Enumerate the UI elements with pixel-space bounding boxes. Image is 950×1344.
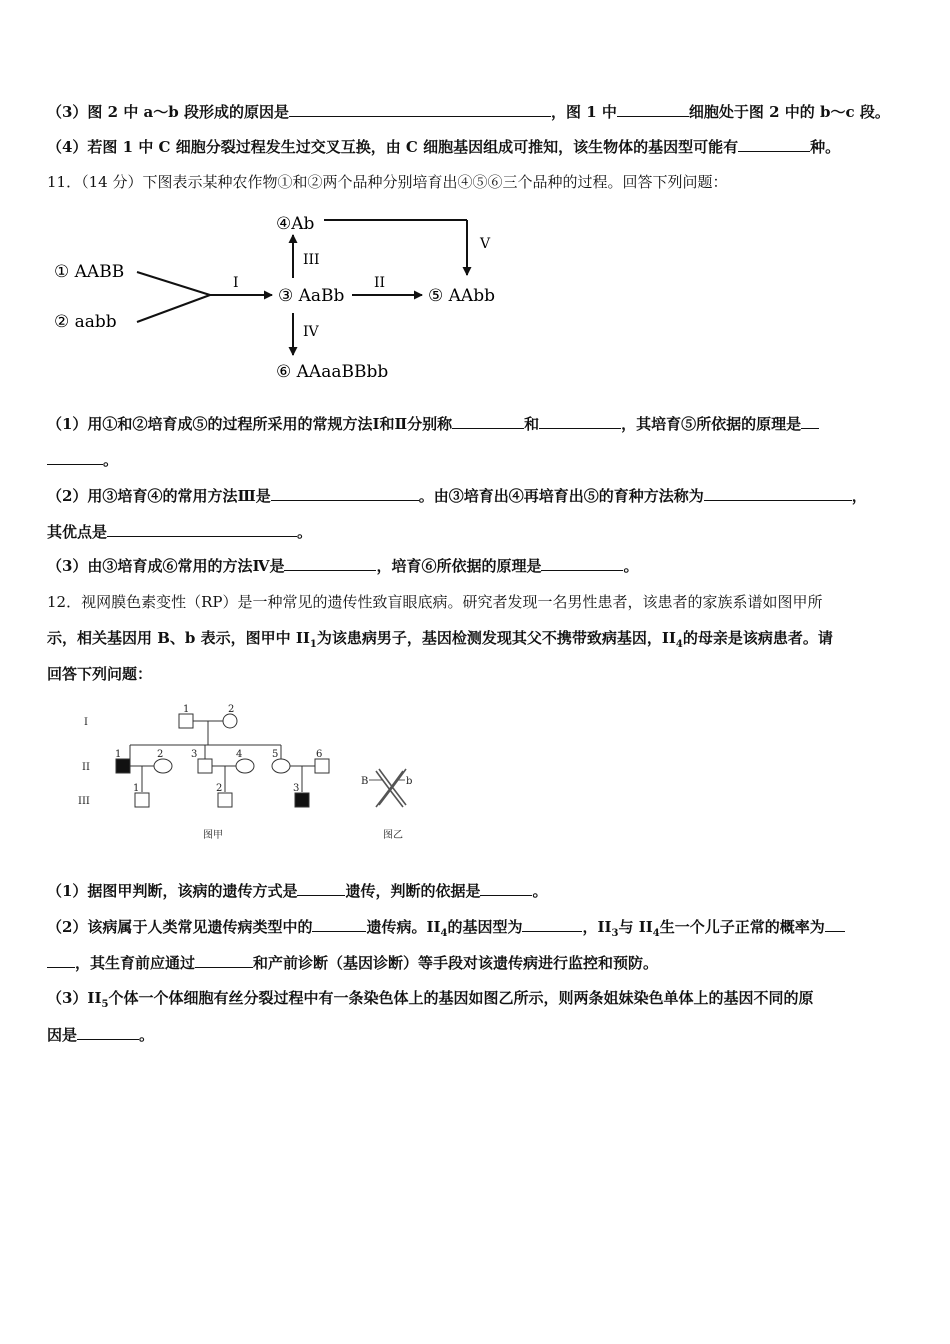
answer-blank[interactable] bbox=[297, 881, 345, 896]
node-6: ⑥ AAaaBBbb bbox=[276, 362, 389, 382]
node-2: ② aabb bbox=[54, 312, 117, 332]
pedigree-figure bbox=[70, 700, 430, 850]
answer-blank[interactable] bbox=[47, 953, 75, 968]
answer-blank[interactable] bbox=[289, 102, 551, 117]
q12-part3-cont: 因是 。 bbox=[47, 1026, 155, 1044]
q10-part3: （3）图 2 中 a～b 段形成的原因是 ，图 1 中 细胞处于图 2 中的 b～c 段。 bbox=[47, 103, 890, 121]
svg-text:2: 2 bbox=[228, 704, 235, 715]
answer-blank[interactable] bbox=[801, 414, 819, 429]
svg-text:6: 6 bbox=[316, 749, 323, 760]
svg-text:5: 5 bbox=[272, 749, 279, 760]
q12-intro-3: 回答下列问题： bbox=[47, 665, 153, 683]
figure-jia-label: 图甲 bbox=[203, 830, 223, 841]
q11-part1-cont: 。 bbox=[47, 450, 910, 470]
chromosome-icon bbox=[369, 769, 406, 807]
method-ii: II bbox=[374, 275, 386, 291]
answer-blank[interactable] bbox=[522, 917, 582, 932]
answer-blank[interactable] bbox=[107, 522, 297, 537]
answer-blank[interactable] bbox=[738, 137, 810, 152]
answer-blank[interactable] bbox=[452, 414, 524, 429]
method-iii: III bbox=[303, 252, 320, 268]
answer-blank[interactable] bbox=[284, 556, 376, 571]
answer-blank[interactable] bbox=[77, 1025, 139, 1040]
svg-text:1: 1 bbox=[115, 749, 122, 760]
allele-b: b bbox=[406, 776, 413, 787]
q12-part3: $(3)II_5$个体一个体细胞有丝分裂过程中有一条染色体上的基因如图乙所示，则两条姐妹染色单体上的基因不同的原 bbox=[47, 989, 814, 1010]
q12-part2-cont: ，其生育前应通过 和产前诊断（基因诊断）等手段对该遗传病进行监控和预防。 bbox=[47, 953, 910, 973]
answer-blank[interactable] bbox=[195, 953, 253, 968]
svg-text:4: 4 bbox=[236, 749, 243, 760]
svg-text:2: 2 bbox=[157, 749, 164, 760]
answer-blank[interactable] bbox=[47, 450, 103, 465]
gen-label-2: II bbox=[82, 762, 90, 773]
answer-blank[interactable] bbox=[539, 414, 621, 429]
svg-text:3: 3 bbox=[191, 749, 198, 760]
q12-intro-2: 示，相关基因用 B、b 表示，图甲中 $II_1$为该患病男子，基因检测发现其父不携带致病基因，$II_4$的母亲是该病患者。请 bbox=[47, 629, 833, 650]
node-4: ④Ab bbox=[276, 214, 315, 234]
answer-blank[interactable] bbox=[541, 556, 623, 571]
method-i: I bbox=[233, 275, 239, 291]
node-5: ⑤ AAbb bbox=[428, 286, 495, 306]
q10-part4: （4）若图 1 中 C 细胞分裂过程发生过交叉互换，由 C 细胞基因组成可推知，该生物体的基因型可能有 种。 bbox=[47, 138, 841, 156]
answer-blank[interactable] bbox=[480, 881, 532, 896]
node-1: ① AABB bbox=[54, 262, 125, 282]
answer-blank[interactable] bbox=[312, 917, 366, 932]
svg-text:1: 1 bbox=[183, 704, 190, 715]
svg-text:2: 2 bbox=[216, 783, 223, 794]
gen-label-3: III bbox=[78, 796, 90, 807]
breeding-diagram bbox=[40, 200, 520, 390]
svg-text:1: 1 bbox=[133, 783, 140, 794]
node-3: ③ AaBb bbox=[278, 286, 345, 306]
q11-part2: （2）用③培育④的常用方法Ⅲ是 。由③培育出④再培育出⑤的育种方法称为 ， bbox=[47, 487, 867, 505]
allele-B: B bbox=[361, 776, 369, 787]
q12-part1: （1）据图甲判断，该病的遗传方式是 遗传，判断的依据是 。 bbox=[47, 882, 548, 900]
q11-part3: （3）由③培育成⑥常用的方法Ⅳ是 ，培育⑥所依据的原理是 。 bbox=[47, 557, 639, 575]
gen-label-1: I bbox=[84, 717, 88, 728]
method-v: V bbox=[480, 236, 491, 252]
method-iv: IV bbox=[303, 324, 319, 340]
q11-part2-cont: 其优点是 。 bbox=[47, 523, 313, 541]
q12-intro-1: 12．视网膜色素变性（RP）是一种常见的遗传性致盲眼底病。研究者发现一名男性患者，该患者的家族系谱如图甲所 bbox=[47, 593, 823, 611]
answer-blank[interactable] bbox=[704, 486, 852, 501]
q11-part1: （1）用①和②培育成⑤的过程所采用的常规方法Ⅰ和Ⅱ分别称 和 ，其培育⑤所依据的原理是 bbox=[47, 414, 910, 434]
q12-part2: （2）该病属于人类常见遗传病类型中的 遗传病。$II_4$的基因型为 ，$II_3$与 $II_4$生一个儿子正常的概率为 bbox=[47, 917, 910, 944]
answer-blank[interactable] bbox=[825, 917, 845, 932]
answer-blank[interactable] bbox=[617, 102, 689, 117]
svg-text:3: 3 bbox=[293, 783, 300, 794]
q11-intro: 11．（14 分）下图表示某种农作物①和②两个品种分别培育出④⑤⑥三个品种的过程。回答下列问题： bbox=[47, 173, 728, 191]
answer-blank[interactable] bbox=[271, 486, 419, 501]
figure-yi-label: 图乙 bbox=[383, 830, 403, 841]
